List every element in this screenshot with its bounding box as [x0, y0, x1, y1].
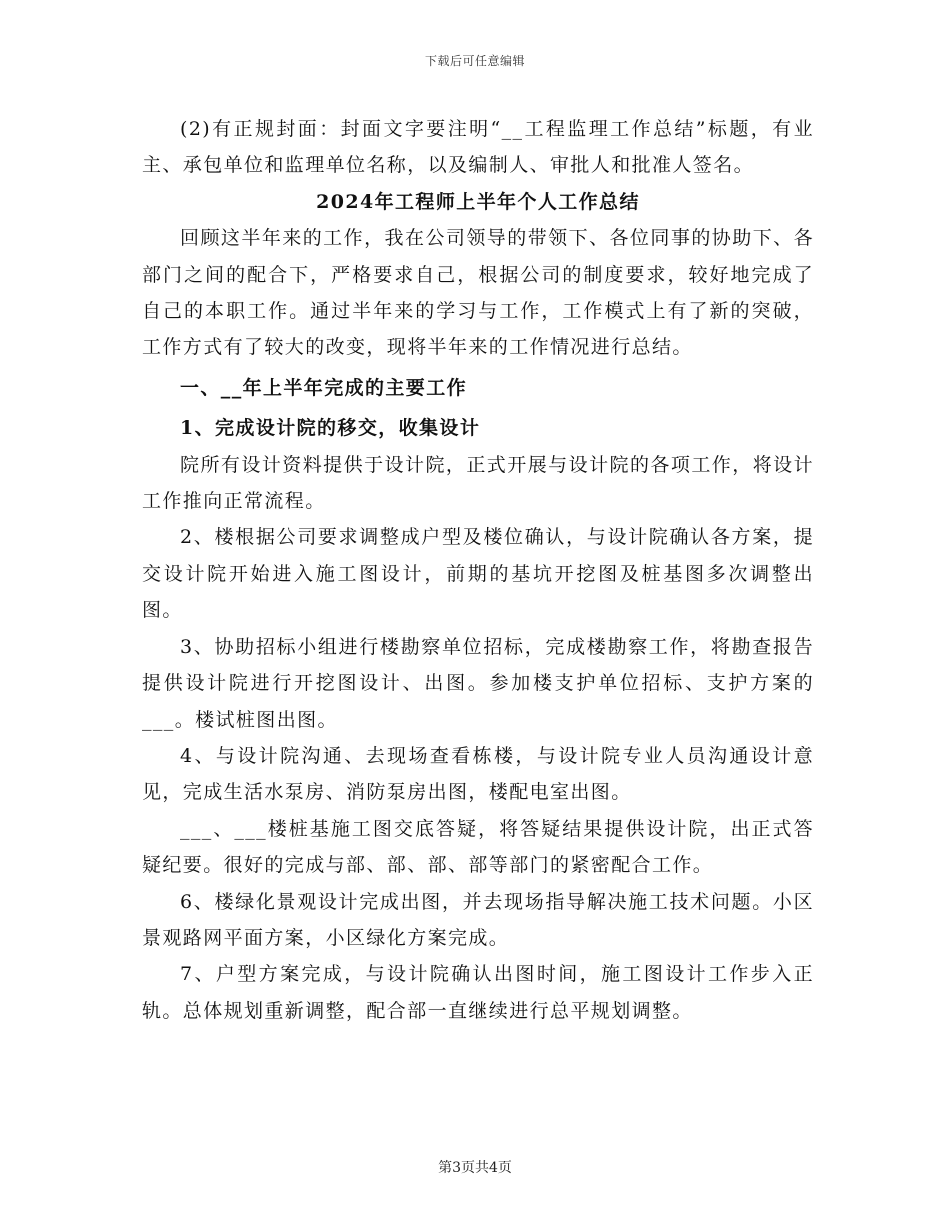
item-1-body: 院所有设计资料提供于设计院，正式开展与设计院的各项工作，将设计工作推向正常流程。: [142, 453, 814, 513]
page-footer: 第3页共4页: [438, 1160, 512, 1176]
page-header: 下载后可任意编辑: [424, 54, 525, 68]
section-heading: 一、__年上半年完成的主要工作: [180, 376, 468, 399]
item-5-paragraph: ___、___楼桩基施工图交底答疑，将答疑结果提供设计院，出正式答疑纪要。很好的完成与部、部、部、部等部门的紧密配合工作。: [142, 817, 814, 877]
item-2-paragraph: 2、楼根据公司要求调整成户型及楼位确认，与设计院确认各方案，提交设计院开始进入施工图设计，前期的基坑开挖图及桩基图多次调整出图。: [142, 526, 814, 622]
item-6-paragraph: 6、楼绿化景观设计完成出图，并去现场指导解决施工技术问题。小区景观路网平面方案，小区绿化方案完成。: [142, 890, 814, 949]
item-1-heading: 1、完成设计院的移交，收集设计: [180, 417, 481, 440]
item-3-paragraph: 3、协助招标小组进行楼勘察单位招标，完成楼勘察工作，将勘查报告提供设计院进行开挖图设计、出图。参加楼支护单位招标、支护方案的___。楼试桩图出图。: [142, 635, 814, 731]
item-7-paragraph: 7、户型方案完成，与设计院确认出图时间，施工图设计工作步入正轨。总体规划重新调整，配合部一直继续进行总平规划调整。: [142, 963, 814, 1022]
document-body: [142, 111, 814, 1029]
item-4-paragraph: 4、与设计院沟通、去现场查看栋楼，与设计院专业人员沟通设计意见，完成生活水泵房、消防泵房出图，楼配电室出图。: [142, 744, 814, 804]
document-title: 2024年工程师上半年个人工作总结: [316, 190, 640, 213]
opening-paragraph: 回顾这半年来的工作，我在公司领导的带领下、各位同事的协助下、各部门之间的配合下，严格要求自己，根据公司的制度要求，较好地完成了自己的本职工作。通过半年来的学习与工作，工作模式上有了新的突破，工作方式有了较大的改变，现将半年来的工作情况进行总结。: [142, 227, 814, 359]
intro-paragraph: (2)有正规封面：封面文字要注明“__工程监理工作总结”标题，有业主、承包单位和监理单位名称，以及编制人、审批人和批准人签名。: [142, 118, 814, 177]
